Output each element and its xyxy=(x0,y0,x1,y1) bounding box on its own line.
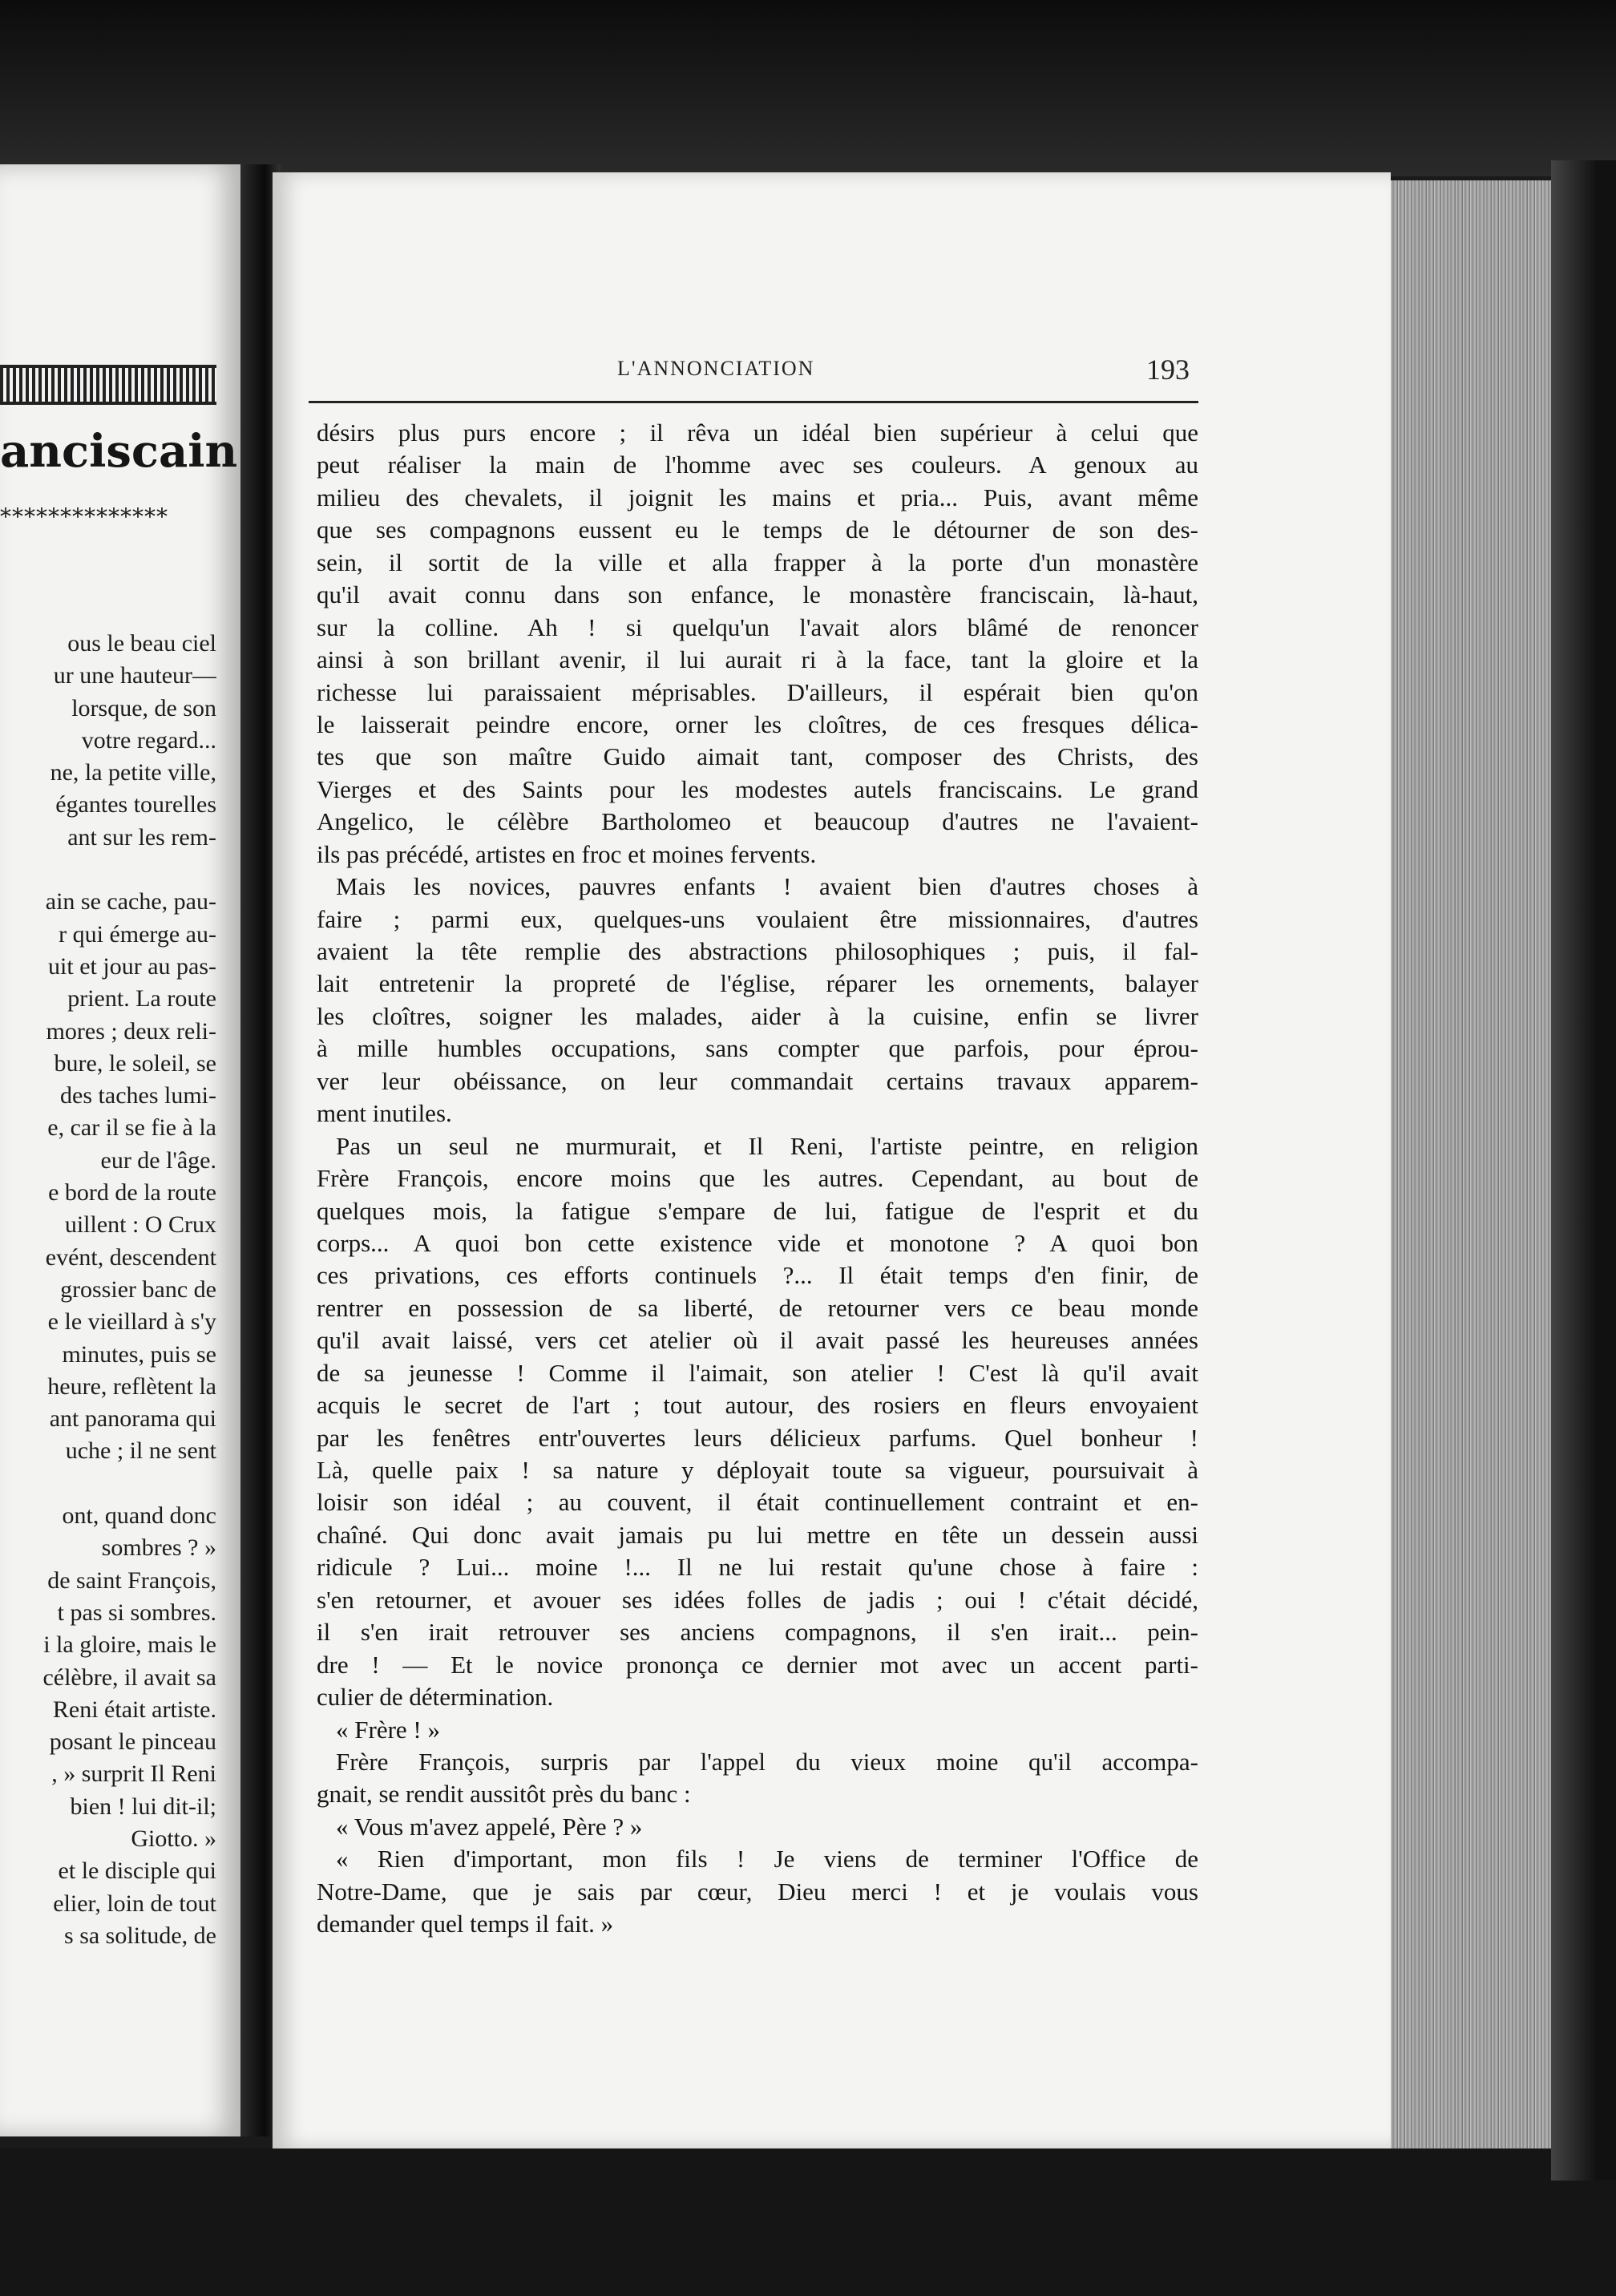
text-line: ment inutiles. xyxy=(317,1099,452,1128)
left-text-line: r qui émerge au- xyxy=(59,920,216,948)
left-text-line: t pas si sombres. xyxy=(57,1599,216,1626)
text-line: les cloîtres, soigner les malades, aider à la cuisine, enfin se livrer xyxy=(317,1001,1198,1030)
text-line: sur la colline. Ah ! si quelqu'un l'avait alors blâmé de renoncer xyxy=(317,612,1198,641)
text-line: corps... A quoi bon cette existence vide et monotone ? A quoi bon xyxy=(317,1228,1198,1257)
left-text-line: i la gloire, mais le xyxy=(43,1631,216,1659)
text-line: sein, il sortit de la ville et alla frapper à la porte d'un monastère xyxy=(317,548,1198,576)
text-line: faire ; parmi eux, quelques-uns voulaient être missionnaires, d'autres xyxy=(317,904,1198,933)
left-text-line: ous le beau ciel xyxy=(67,630,216,657)
left-text-line: ur une hauteur— xyxy=(53,662,216,689)
page-edges xyxy=(1391,180,1551,2148)
left-text-line: ain se cache, pau- xyxy=(45,888,216,916)
left-text-line: minutes, puis se xyxy=(62,1340,216,1368)
background-bottom xyxy=(0,2148,1616,2296)
text-line: Pas un seul ne murmurait, et Il Reni, l'artiste peintre, en religion xyxy=(336,1131,1198,1160)
left-text-line: , » surprit Il Reni xyxy=(51,1760,216,1788)
left-text-line: des taches lumi- xyxy=(60,1082,216,1110)
text-line: dre ! — Et le novice prononça ce dernier mot avec un accent parti- xyxy=(317,1650,1198,1679)
text-line: qu'il avait connu dans son enfance, le monastère franciscain, là-haut, xyxy=(317,580,1198,609)
text-line: lait entretenir la propreté de l'église, réparer les ornements, balayer xyxy=(317,969,1198,998)
text-line: s'en retourner, et avouer ses idées folles de jadis ; oui ! c'était décidé, xyxy=(317,1585,1198,1614)
ornament-band xyxy=(0,365,216,405)
text-line: tes que son maître Guido aimait tant, composer des Christs, des xyxy=(317,742,1198,771)
left-text-line: ne, la petite ville, xyxy=(50,759,216,786)
left-page-text xyxy=(0,628,216,1952)
left-text-line: evént, descendent xyxy=(45,1243,216,1271)
left-page-title: anciscain xyxy=(0,425,238,478)
text-line: Notre-Dame, que je sais par cœur, Dieu merci ! et je voulais vous xyxy=(317,1877,1198,1906)
left-text-line: Giotto. » xyxy=(131,1825,216,1852)
left-text-line: ont, quand donc xyxy=(62,1502,216,1530)
text-line: ils pas précédé, artistes en froc et moines fervents. xyxy=(317,839,817,868)
text-line: qu'il avait laissé, vers cet atelier où il avait passé les heureuses années xyxy=(317,1326,1198,1355)
left-text-line: bure, le soleil, se xyxy=(54,1049,216,1077)
star-rule: ************** xyxy=(0,503,168,530)
left-text-line: de saint François, xyxy=(47,1566,216,1594)
left-text-line: célèbre, il avait sa xyxy=(42,1663,216,1691)
left-text-line: eur de l'âge. xyxy=(100,1146,216,1174)
text-line: Vierges et des Saints pour les modestes autels franciscains. Le grand xyxy=(317,774,1198,803)
text-line: ainsi à son brillant avenir, il lui aurait ri à la face, tant la gloire et la xyxy=(317,645,1198,674)
left-text-line: uche ; il ne sent xyxy=(65,1437,216,1465)
text-line: Frère François, encore moins que les autres. Cependant, au bout de xyxy=(317,1164,1198,1193)
text-line: « Rien d'important, mon fils ! Je viens de terminer l'Office de xyxy=(336,1845,1198,1874)
text-line: il s'en irait retrouver ses anciens compagnons, il s'en irait... pein- xyxy=(317,1618,1198,1647)
text-line: culier de détermination. xyxy=(317,1683,554,1712)
text-line: loisir son idéal ; au couvent, il était continuellement contraint et en- xyxy=(317,1488,1198,1517)
text-line: « Frère ! » xyxy=(336,1715,440,1744)
text-line: désirs plus purs encore ; il rêva un idéal bien supérieur à celui que xyxy=(317,418,1198,447)
left-text-line: sombres ? » xyxy=(101,1534,216,1562)
left-text-line: e, car il se fie à la xyxy=(47,1114,216,1142)
text-line: Angelico, le célèbre Bartholomeo et beaucoup d'autres ne l'avaient- xyxy=(317,807,1198,836)
text-line: gnait, se rendit aussitôt près du banc : xyxy=(317,1780,691,1809)
text-line: que ses compagnons eussent eu le temps de le détourner de son des- xyxy=(317,515,1198,544)
text-line: ces privations, ces efforts continuels ?... Il était temps d'en finir, de xyxy=(317,1261,1198,1290)
text-line: Frère François, surpris par l'appel du vieux moine qu'il accompa- xyxy=(336,1747,1198,1776)
header-rule xyxy=(309,401,1198,403)
text-line: « Vous m'avez appelé, Père ? » xyxy=(336,1812,643,1841)
text-line: milieu des chevalets, il joignit les mains et pria... Puis, avant même xyxy=(317,483,1198,511)
left-text-line: ant sur les rem- xyxy=(67,823,216,851)
left-text-line xyxy=(0,854,216,886)
left-text-line: mores ; deux reli- xyxy=(46,1017,216,1045)
body-text xyxy=(317,417,1198,1941)
text-line: Là, quelle paix ! sa nature y déployait toute sa vigueur, poursuivait à xyxy=(317,1456,1198,1484)
text-line: peut réaliser la main de l'homme avec ses couleurs. A genoux au xyxy=(317,451,1198,479)
left-text-line: heure, reflètent la xyxy=(47,1372,216,1400)
left-text-line: bien ! lui dit-il; xyxy=(70,1793,216,1820)
left-text-line: elier, loin de tout xyxy=(53,1890,216,1917)
page-number: 193 xyxy=(1146,354,1190,386)
text-line: demander quel temps il fait. » xyxy=(317,1910,614,1938)
text-line: ver leur obéissance, on leur commandait certains travaux apparem- xyxy=(317,1066,1198,1095)
left-text-line: uillent : O Crux xyxy=(64,1211,216,1239)
left-text-line: ant panorama qui xyxy=(49,1405,216,1433)
running-head: L'ANNONCIATION xyxy=(617,357,815,380)
left-text-line: Reni était artiste. xyxy=(52,1696,216,1723)
left-text-line: e le vieillard à s'y xyxy=(47,1308,216,1336)
left-text-line: e bord de la route xyxy=(48,1179,216,1207)
left-text-line: posant le pinceau xyxy=(49,1728,216,1756)
text-line: richesse lui paraissaient méprisables. D'ailleurs, il espérait bien qu'on xyxy=(317,677,1198,706)
text-line: rentrer en possession de sa liberté, de retourner vers ce beau monde xyxy=(317,1293,1198,1322)
left-text-line: grossier banc de xyxy=(60,1275,216,1303)
left-text-line: uit et jour au pas- xyxy=(48,952,216,980)
text-line: Mais les novices, pauvres enfants ! avaient bien d'autres choses à xyxy=(336,872,1198,901)
text-line: par les fenêtres entr'ouvertes leurs délicieux parfums. Quel bonheur ! xyxy=(317,1423,1198,1452)
text-line: à mille humbles occupations, sans compter que parfois, pour éprou- xyxy=(317,1034,1198,1063)
left-text-line: prient. La route xyxy=(67,985,216,1013)
left-text-line: s sa solitude, de xyxy=(64,1922,216,1949)
text-line: ridicule ? Lui... moine !... Il ne lui restait qu'une chose à faire : xyxy=(317,1553,1198,1582)
book-cover-edge xyxy=(1551,160,1616,2181)
left-text-line: et le disciple qui xyxy=(58,1857,216,1885)
text-line: quelques mois, la fatigue s'empare de lui, fatigue de l'esprit et du xyxy=(317,1196,1198,1225)
left-text-line: lorsque, de son xyxy=(71,694,216,722)
background-top xyxy=(0,0,1616,176)
left-text-line: votre regard... xyxy=(81,726,216,754)
text-line: chaîné. Qui donc avait jamais pu lui mettre en tête un dessein aussi xyxy=(317,1520,1198,1549)
text-line: avaient la tête remplie des abstractions philosophiques ; puis, il fal- xyxy=(317,937,1198,965)
text-line: de sa jeunesse ! Comme il l'aimait, son atelier ! C'est là qu'il avait xyxy=(317,1358,1198,1387)
text-line: acquis le secret de l'art ; tout autour, des rosiers en fleurs envoyaient xyxy=(317,1391,1198,1420)
left-text-line xyxy=(0,1468,216,1500)
text-line: le laisserait peindre encore, orner les cloîtres, de ces fresques délica- xyxy=(317,709,1198,738)
left-text-line: égantes tourelles xyxy=(55,791,216,819)
